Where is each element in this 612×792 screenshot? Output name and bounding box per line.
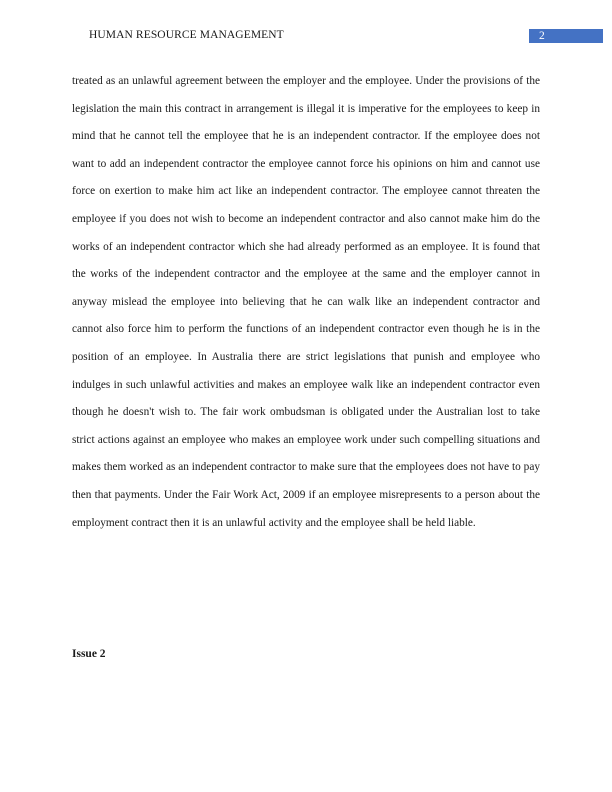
running-header-title: HUMAN RESOURCE MANAGEMENT bbox=[89, 29, 284, 41]
issue-heading: Issue 2 bbox=[72, 648, 106, 660]
page-number: 2 bbox=[539, 30, 545, 42]
page-number-badge bbox=[529, 29, 603, 43]
body-paragraph: treated as an unlawful agreement between the employer and the employee. Under the provisions of the legislation the main this contract in arrangement is illegal it is imperative for the employees to keep in mind that he cannot tell the employee that he is an independent contractor. If the employee does not want to add an independent contractor the employee cannot force his opinions on him and cannot use force on exertion to make him act like an independent contractor. The employee cannot threaten the employee if you does not wish to become an independent contractor and also cannot make him do the works of an independent contractor which she had already performed as an employee. It is found that the works of the independent contractor and the employee at the same and the employer cannot in anyway mislead the employee into believing that he can walk like an independent contractor and cannot also force him to perform the functions of an independent contractor even though he is in the position of an employee. In Australia there are strict legislations that punish and employee who indulges in such unlawful activities and makes an employee walk like an independent contractor even though he doesn't wish to. The fair work ombudsman is obligated under the Australian lost to take strict actions against an employee who makes an employee work under such compelling situations and makes them worked as an independent contractor to make sure that the employees does not have to pay then that payments. Under the Fair Work Act, 2009 if an employee misrepresents to a person about the employment contract then it is an unlawful activity and the employee shall be held liable. bbox=[72, 75, 540, 529]
